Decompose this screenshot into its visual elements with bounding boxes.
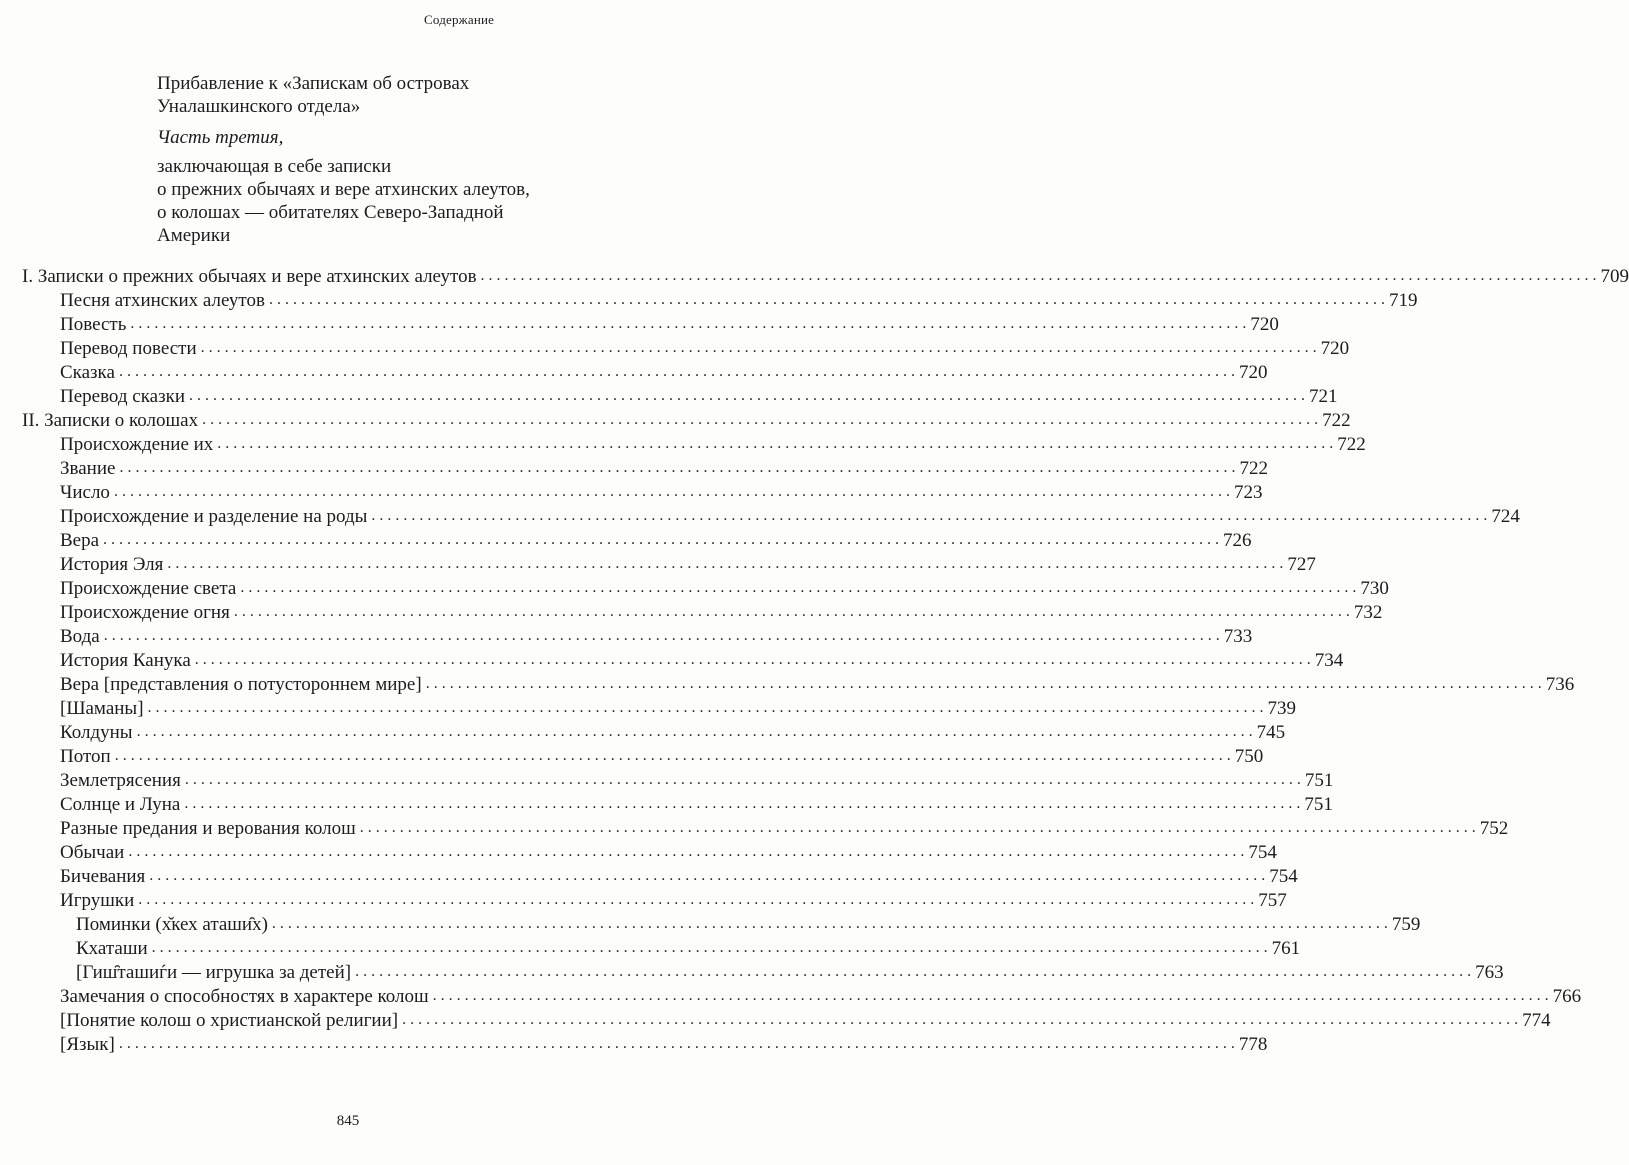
toc-leader-dots: ............................................................................................................................................ bbox=[200, 339, 1321, 356]
toc-entry-title: Игрушки bbox=[60, 890, 135, 911]
toc-leader-dots: ............................................................................................................................................ bbox=[359, 819, 1480, 836]
toc-leader-dots: ............................................................................................................................................ bbox=[189, 387, 1310, 404]
toc-leader-dots: ............................................................................................................................................ bbox=[149, 867, 1270, 884]
toc-entry bbox=[0, 912, 1421, 936]
part-heading: Часть третия, bbox=[157, 127, 284, 148]
page-number: 845 bbox=[336, 1113, 360, 1129]
toc-entry-page: 709 bbox=[1600, 266, 1629, 287]
toc-entry-page: 733 bbox=[1223, 626, 1253, 647]
toc-entry bbox=[0, 1008, 1551, 1032]
toc-entry-title: История Канука bbox=[60, 650, 191, 671]
toc-leader-dots: ............................................................................................................................................ bbox=[194, 651, 1315, 668]
toc-entry bbox=[0, 624, 1253, 648]
part-description-line: о колошах — обитателях Северо-Западной bbox=[157, 202, 504, 223]
toc-entry-page: 722 bbox=[1337, 434, 1366, 455]
toc-entry bbox=[0, 984, 1582, 1008]
toc-entry bbox=[0, 552, 1316, 576]
toc-leader-dots: ............................................................................................................................................ bbox=[147, 699, 1268, 716]
part-description-line: Америки bbox=[157, 225, 231, 246]
toc-entry bbox=[0, 576, 1389, 600]
toc-leader-dots: ............................................................................................................................................ bbox=[130, 315, 1251, 332]
part-description-line: заключающая в себе записки bbox=[157, 156, 392, 177]
toc-entry bbox=[0, 960, 1504, 984]
toc-entry bbox=[0, 600, 1383, 624]
toc-entry-title: [Гиш̑ташиѓи — игрушка за детей] bbox=[76, 962, 352, 983]
toc-leader-dots: ............................................................................................................................................ bbox=[128, 843, 1249, 860]
toc-leader-dots: ............................................................................................................................................ bbox=[184, 795, 1305, 812]
toc-leader-dots: ............................................................................................................................................ bbox=[103, 531, 1224, 548]
toc-entry bbox=[0, 648, 1344, 672]
toc-entry-title: Перевод повести bbox=[60, 338, 197, 359]
toc-entry-page: 751 bbox=[1304, 770, 1334, 791]
toc-entry bbox=[0, 384, 1338, 408]
toc-leader-dots: ............................................................................................................................................ bbox=[271, 915, 1392, 932]
toc-entry-title: Происхождение огня bbox=[60, 602, 230, 623]
toc-entry bbox=[0, 888, 1287, 912]
toc-entry bbox=[0, 816, 1509, 840]
toc-entry-page: 724 bbox=[1491, 506, 1520, 527]
toc-leader-dots: ............................................................................................................................................ bbox=[432, 987, 1553, 1004]
toc-entry bbox=[0, 312, 1279, 336]
toc-entry-page: 774 bbox=[1522, 1010, 1551, 1031]
toc-entry-page: 745 bbox=[1256, 722, 1286, 743]
toc-entry-page: 723 bbox=[1233, 482, 1263, 503]
toc-entry-title: Потоп bbox=[60, 746, 111, 767]
toc-entry-page: 757 bbox=[1258, 890, 1287, 911]
section-title-line: Уналашкинского отдела» bbox=[157, 96, 361, 117]
running-head: Содержание bbox=[424, 12, 495, 27]
toc-entry-page: 721 bbox=[1309, 386, 1338, 407]
toc-leader-dots: ............................................................................................................................................ bbox=[480, 267, 1601, 284]
toc-entry-title: Кхаташи bbox=[76, 938, 148, 959]
toc-entry bbox=[0, 432, 1366, 456]
toc-entry bbox=[0, 504, 1520, 528]
toc-leader-dots: ............................................................................................................................................ bbox=[355, 963, 1476, 980]
toc-leader-dots: ............................................................................................................................................ bbox=[233, 603, 1354, 620]
toc-entry-title: Вода bbox=[60, 626, 100, 647]
toc-entry-title: Бичевания bbox=[60, 866, 146, 887]
toc-entry-title: Сказка bbox=[60, 362, 115, 383]
toc-leader-dots: ............................................................................................................................................ bbox=[118, 363, 1239, 380]
toc-entry bbox=[0, 720, 1286, 744]
toc-entry-page: 736 bbox=[1545, 674, 1575, 695]
toc-entry-title: Вера [представления о потустороннем мире] bbox=[60, 674, 422, 695]
toc-leader-dots: ............................................................................................................................................ bbox=[217, 435, 1338, 452]
toc-entry bbox=[0, 360, 1268, 384]
toc-entry-page: 752 bbox=[1479, 818, 1509, 839]
toc-leader-dots: ............................................................................................................................................ bbox=[151, 939, 1272, 956]
toc-entry bbox=[0, 840, 1277, 864]
toc-entry-page: 739 bbox=[1267, 698, 1297, 719]
part-description bbox=[157, 155, 627, 247]
toc-leader-dots: ............................................................................................................................................ bbox=[114, 747, 1235, 764]
toc-entry-page: 730 bbox=[1360, 578, 1389, 599]
toc-leader-dots: ............................................................................................................................................ bbox=[119, 459, 1240, 476]
toc-entry bbox=[0, 1032, 1268, 1056]
toc-entry-title: Обычаи bbox=[60, 842, 125, 863]
toc-leader-dots: ............................................................................................................................................ bbox=[184, 771, 1305, 788]
toc-entry-page: 759 bbox=[1391, 914, 1421, 935]
section-title-line: Прибавление к «Запискам об островах bbox=[157, 73, 470, 94]
toc-entry-page: 750 bbox=[1234, 746, 1264, 767]
toc-entry-page: 727 bbox=[1287, 554, 1316, 575]
toc-entry-title: Вера bbox=[60, 530, 100, 551]
toc-entry-title: Звание bbox=[60, 458, 116, 479]
toc-entry-title: I. Записки о прежних обычаях и вере атхинских алеутов bbox=[22, 266, 477, 287]
toc-entry bbox=[0, 528, 1252, 552]
toc-entry-page: 763 bbox=[1475, 962, 1504, 983]
toc-entry bbox=[0, 864, 1298, 888]
toc-leader-dots: ............................................................................................................................................ bbox=[371, 507, 1492, 524]
toc-entry-page: 722 bbox=[1239, 458, 1268, 479]
toc-leader-dots: ............................................................................................................................................ bbox=[103, 627, 1224, 644]
toc-leader-dots: ............................................................................................................................................ bbox=[240, 579, 1361, 596]
toc-entry-page: 778 bbox=[1238, 1034, 1268, 1055]
toc-entry bbox=[0, 672, 1575, 696]
section-title bbox=[157, 72, 627, 118]
toc-entry-page: 766 bbox=[1552, 986, 1582, 1007]
toc-entry bbox=[0, 408, 1351, 432]
toc-leader-dots: ............................................................................................................................................ bbox=[118, 1035, 1239, 1052]
toc-entry-page: 719 bbox=[1388, 290, 1418, 311]
toc-entry bbox=[0, 744, 1264, 768]
toc-entry-page: 720 bbox=[1250, 314, 1279, 335]
toc-entry-page: 726 bbox=[1223, 530, 1252, 551]
toc-entry-title: Замечания о способностях в характере колош bbox=[60, 986, 429, 1007]
toc-leader-dots: ............................................................................................................................................ bbox=[167, 555, 1288, 572]
part-description-line: о прежних обычаях и вере атхинских алеутов, bbox=[157, 179, 530, 200]
toc-leader-dots: ............................................................................................................................................ bbox=[268, 291, 1389, 308]
toc-leader-dots: ............................................................................................................................................ bbox=[113, 483, 1234, 500]
toc-entry-page: 734 bbox=[1314, 650, 1344, 671]
toc-entry bbox=[0, 480, 1263, 504]
toc-entry-title: Происхождение их bbox=[60, 434, 214, 455]
toc-entry bbox=[0, 336, 1350, 360]
toc-entry-title: Песня атхинских алеутов bbox=[60, 290, 265, 311]
toc-entry-title: [Шаманы] bbox=[60, 698, 144, 719]
toc-entry-title: Перевод сказки bbox=[60, 386, 186, 407]
toc-leader-dots: ............................................................................................................................................ bbox=[138, 891, 1259, 908]
toc-entry-title: [Понятие колош о христианской религии] bbox=[60, 1010, 399, 1031]
toc-entry bbox=[0, 696, 1297, 720]
toc-entry bbox=[0, 792, 1333, 816]
toc-entry-title: Солнце и Луна bbox=[60, 794, 181, 815]
toc-entry-title: Число bbox=[60, 482, 110, 503]
toc-entry-title: Поминки (х̌кех аташи̑х) bbox=[76, 914, 268, 935]
section-intro bbox=[157, 72, 627, 247]
toc-entry bbox=[0, 768, 1334, 792]
toc-entry-title: История Эля bbox=[60, 554, 164, 575]
toc-leader-dots: ............................................................................................................................................ bbox=[136, 723, 1257, 740]
toc-entry-page: 732 bbox=[1353, 602, 1383, 623]
toc-entry-page: 751 bbox=[1304, 794, 1333, 815]
toc-entry-title: Разные предания и верования колош bbox=[60, 818, 356, 839]
toc-entry bbox=[0, 264, 1629, 288]
toc-entry-title: [Язык] bbox=[60, 1034, 115, 1055]
toc-entry-title: Происхождение и разделение на роды bbox=[60, 506, 368, 527]
toc-entry bbox=[0, 288, 1418, 312]
toc-leader-dots: ............................................................................................................................................ bbox=[202, 411, 1323, 428]
toc-leader-dots: ............................................................................................................................................ bbox=[425, 675, 1546, 692]
toc-entry bbox=[0, 456, 1268, 480]
toc-entry bbox=[0, 936, 1301, 960]
toc-entry-page: 722 bbox=[1322, 410, 1351, 431]
toc-entry-page: 720 bbox=[1320, 338, 1350, 359]
toc-entry-title: II. Записки о колошах bbox=[22, 410, 199, 431]
toc-entry-title: Колдуны bbox=[60, 722, 133, 743]
toc-entry-title: Землетрясения bbox=[60, 770, 181, 791]
toc-entry-title: Повесть bbox=[60, 314, 127, 335]
toc-entry-page: 754 bbox=[1269, 866, 1298, 887]
toc-entry-page: 720 bbox=[1238, 362, 1268, 383]
toc-entry-page: 761 bbox=[1271, 938, 1301, 959]
toc-entry-title: Происхождение света bbox=[60, 578, 237, 599]
toc-leader-dots: ............................................................................................................................................ bbox=[402, 1011, 1523, 1028]
toc-entry-page: 754 bbox=[1248, 842, 1277, 863]
